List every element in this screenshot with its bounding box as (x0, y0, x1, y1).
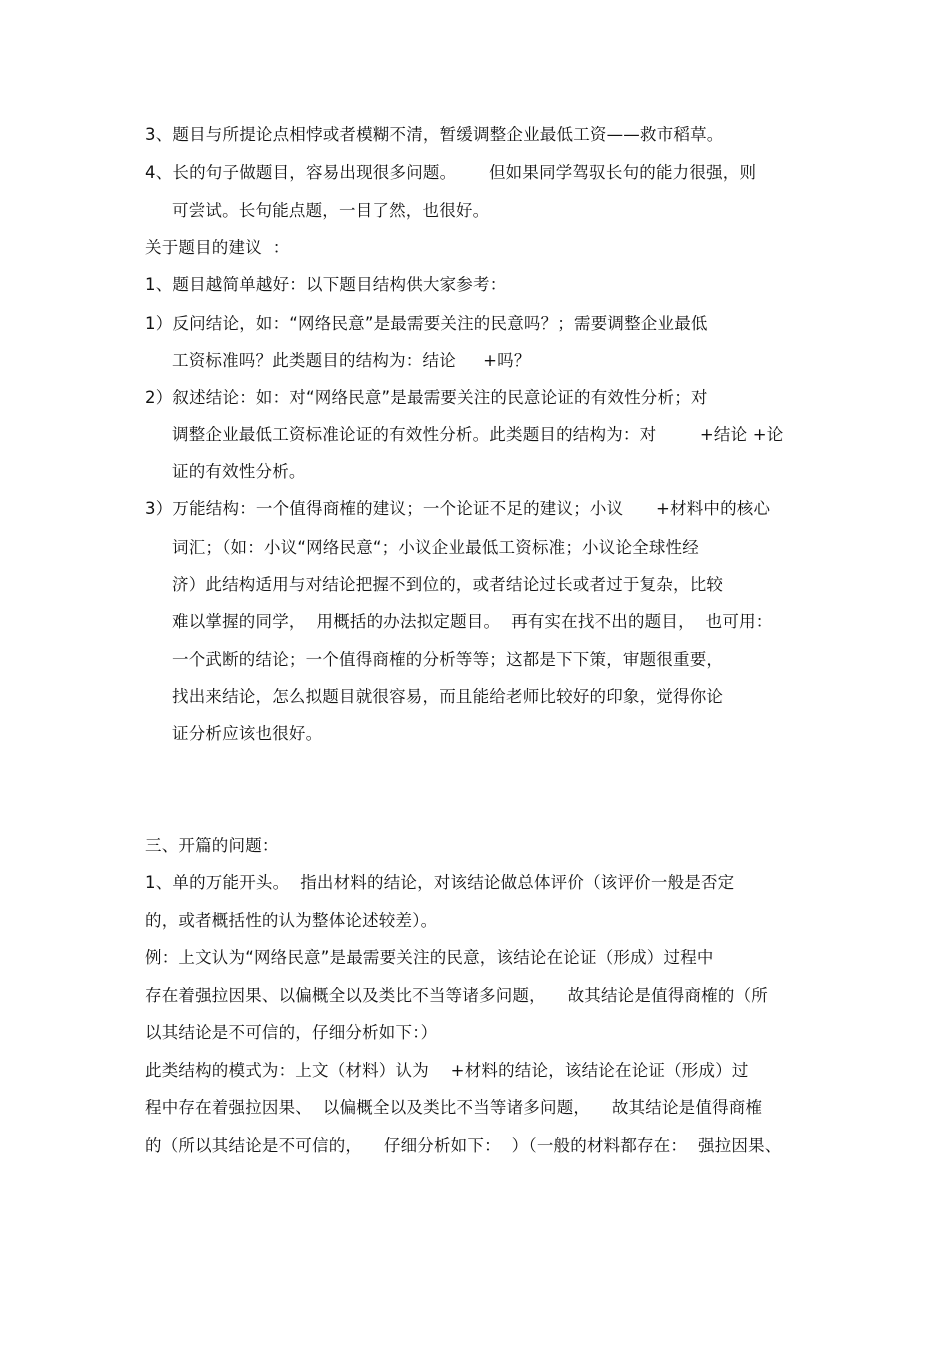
text-line: 的（所以其结论是不可信的， 仔细分析如下： ）（一般的材料都存在： 强拉因果、 (145, 1136, 782, 1155)
text-line: 以其结论是不可信的，仔细分析如下：） (145, 1023, 438, 1042)
text-line: 程中存在着强拉因果、 以偏概全以及类比不当等诸多问题， 故其结论是值得商榷 (145, 1098, 763, 1117)
text-line: 的，或者概括性的认为整体论述较差）。 (145, 911, 438, 930)
section-heading: 关于题目的建议 ： (145, 238, 290, 257)
text-line: 1、题目越简单越好：以下题目结构供大家参考： (145, 275, 507, 294)
text-line: 一个武断的结论；一个值得商榷的分析等等；这都是下下策，审题很重要， (172, 650, 724, 669)
text-line: 济）此结构适用与对结论把握不到位的，或者结论过长或者过于复杂，比较 (172, 575, 724, 594)
text-line: 4、长的句子做题目，容易出现很多问题。 但如果同学驾驭长句的能力很强，则 (145, 163, 757, 182)
text-line: 3）万能结构：一个值得商榷的建议；一个论证不足的建议；小议 +材料中的核心 (145, 499, 771, 518)
text-line: 1、单的万能开头。 指出材料的结论，对该结论做总体评价（该评价一般是否定 (145, 873, 735, 892)
text-line: 3、题目与所提论点相悖或者模糊不清，暂缓调整企业最低工资——救市稻草。 (145, 125, 724, 144)
text-line: 证的有效性分析。 (172, 462, 306, 481)
text-line: 2）叙述结论：如：对“网络民意”是最需要关注的民意论证的有效性分析；对 (145, 388, 708, 407)
text-line: 1）反问结论，如：“网络民意”是最需要关注的民意吗？；需要调整企业最低 (145, 314, 708, 333)
section-heading: 三、开篇的问题： (145, 836, 279, 855)
text-line: 此类结构的模式为：上文（材料）认为 +材料的结论，该结论在论证（形成）过 (145, 1061, 749, 1080)
text-line: 存在着强拉因果、以偏概全以及类比不当等诸多问题， 故其结论是值得商榷的（所 (145, 986, 768, 1005)
text-line: 证分析应该也很好。 (172, 724, 323, 743)
text-line: 工资标准吗？此类题目的结构为：结论 +吗？ (172, 351, 531, 370)
text-line: 难以掌握的同学， 用概括的办法拟定题目。 再有实在找不出的题目， 也可用： (172, 612, 773, 631)
text-line: 找出来结论，怎么拟题目就很容易，而且能给老师比较好的印象，觉得你论 (172, 687, 724, 706)
text-line: 例：上文认为“网络民意”是最需要关注的民意，该结论在论证（形成）过程中 (145, 948, 714, 967)
text-line: 可尝试。长句能点题，一目了然，也很好。 (172, 201, 490, 220)
text-line: 调整企业最低工资标准论证的有效性分析。此类题目的结构为：对 +结论 +论 (172, 425, 784, 444)
text-line: 词汇；（如：小议“网络民意“；小议企业最低工资标准；小议论全球性经 (172, 538, 699, 557)
